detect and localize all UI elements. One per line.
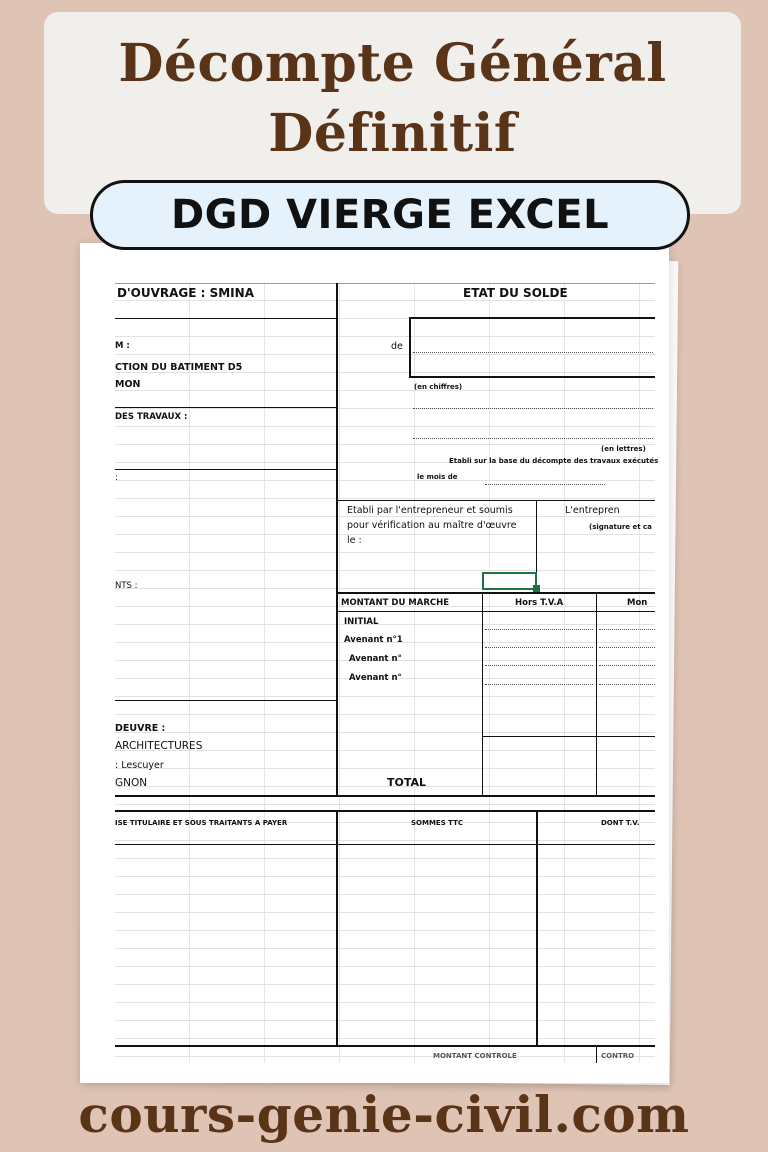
etabli-line-2: pour vérification au maître d'œuvre [347,520,517,531]
architectures-label: ARCHITECTURES [115,740,203,752]
titulaire-header: ISE TITULAIRE ET SOUS TRAITANTS A PAYER [115,819,288,827]
en-lettres-label: (en lettres) [601,445,646,453]
m-label: M : [115,341,130,351]
title-line-2: Définitif [268,103,517,164]
colon-label: : [115,473,118,483]
gnon-label: GNON [115,777,148,789]
montant-marche-header: MONTANT DU MARCHE [341,598,450,608]
entrepreneur-label: L'entrepren [565,505,620,516]
etabli-line-3: le : [347,535,362,546]
dont-tva-header: DONT T.V. [601,819,640,827]
sommes-ttc-header: SOMMES TTC [411,819,464,827]
signature-label: (signature et ca [589,523,652,531]
montant-short-header: Mon [627,598,648,608]
hors-tva-header: Hors T.V.A [515,598,564,608]
maitre-oeuvre-label: DEUVRE : [115,723,166,734]
mois-de-label: le mois de [417,473,458,481]
footer-url[interactable]: cours-genie-civil.com [78,1085,690,1144]
title-line-1: Décompte Général [118,33,667,94]
fill-handle[interactable] [533,585,540,592]
selected-cell[interactable] [482,572,537,590]
spreadsheet-paper [80,243,669,1083]
de-label: de [391,341,403,352]
initial-label: INITIAL [344,617,379,627]
etat-du-solde-heading: ETAT DU SOLDE [463,286,568,300]
spreadsheet-grid [115,283,659,1063]
dgd-badge: DGD VIERGE EXCEL [90,180,690,250]
maitre-ouvrage-label: D'OUVRAGE : SMINA [117,286,254,300]
construction-line-1: CTION DU BATIMENT D5 [115,362,243,373]
des-travaux-label: DES TRAVAUX : [115,412,188,422]
avenant-1-label: Avenant n°1 [344,635,403,645]
etabli-base-label: Etabli sur la base du décompte des travaux exécutés [449,457,659,465]
en-chiffres-label: (en chiffres) [414,383,463,391]
avenant-2-label: Avenant n° [349,654,402,664]
nts-label: NTS : [115,581,138,591]
avenant-3-label: Avenant n° [349,673,402,683]
etabli-line-1: Etabli par l'entrepreneur et soumis [347,505,513,516]
controle-cut: CONTRO [601,1052,635,1060]
construction-line-2: MON [115,379,141,390]
total-label: TOTAL [387,776,427,789]
lescuyer-label: : Lescuyer [115,760,164,771]
montant-controle-cut: MONTANT CONTROLE [433,1052,517,1060]
